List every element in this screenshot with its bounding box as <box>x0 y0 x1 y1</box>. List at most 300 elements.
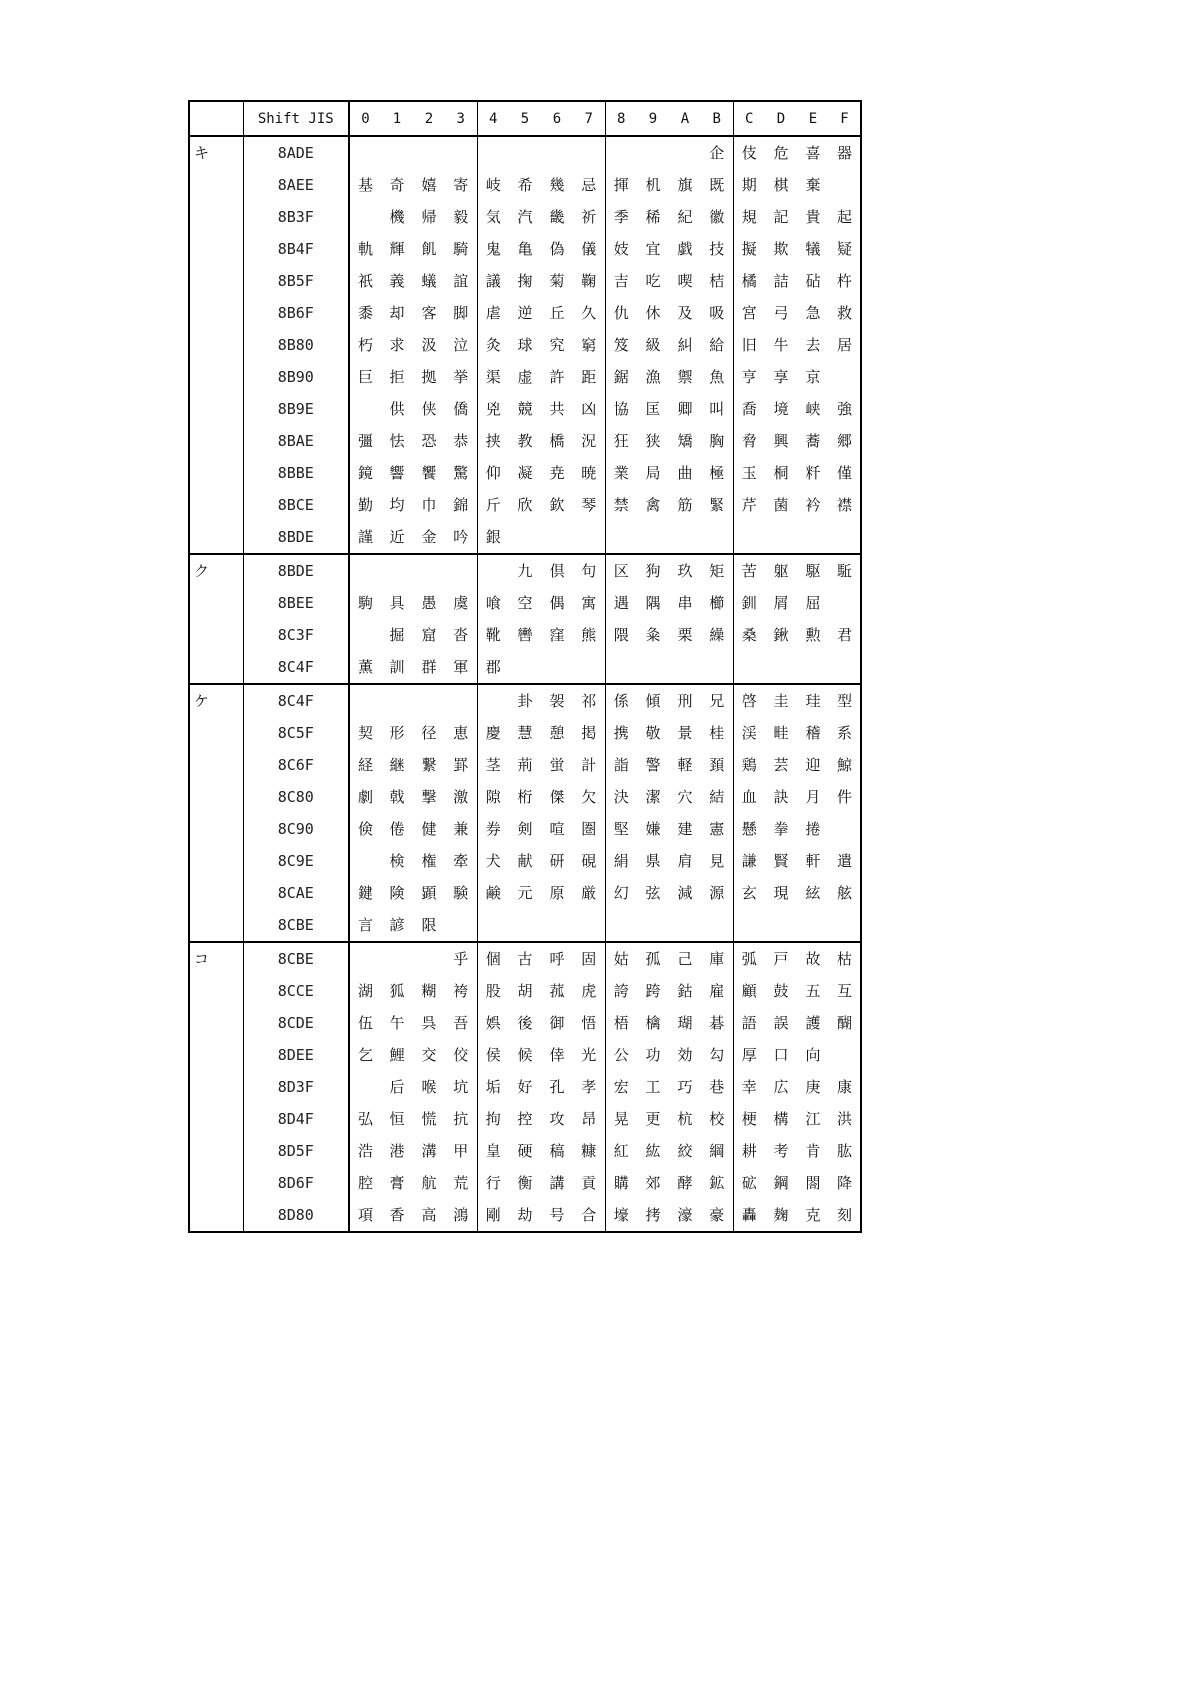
row-code: 8B9E <box>243 393 349 425</box>
kanji-cell: 許 <box>549 368 565 386</box>
kanji-cell: 規 <box>733 201 765 233</box>
kanji-cell <box>573 521 605 554</box>
kanji-cell <box>509 136 541 169</box>
kanji-cell <box>413 684 445 717</box>
kanji-cell: 脚 <box>453 304 469 322</box>
kanji-cell <box>637 136 669 169</box>
kanji-cell <box>797 651 829 684</box>
kanji-cell: 薫 <box>349 651 381 684</box>
kanji-cell: 啓 <box>733 684 765 717</box>
kanji-cell <box>605 136 637 169</box>
kanji-cell: 緊 <box>709 496 725 514</box>
kanji-cell: 空 <box>517 594 533 612</box>
kanji-cell: 串 <box>677 594 693 612</box>
kanji-cell: 局 <box>645 464 661 482</box>
kanji-cell: 激 <box>453 788 469 806</box>
kanji-cell: 凝 <box>517 464 533 482</box>
kanji-cell: 卦 <box>509 684 541 717</box>
kanji-cell <box>829 587 861 619</box>
header-column-label: 2 <box>413 101 445 136</box>
kanji-cell: 計 <box>581 756 597 774</box>
kanji-cell: 吾 <box>453 1014 469 1032</box>
kanji-cell: 恭 <box>453 432 469 450</box>
kanji-cell: 交 <box>421 1046 437 1064</box>
kanji-cell: 慌 <box>421 1110 437 1128</box>
kanji-cell: 去 <box>805 336 821 354</box>
kanji-cell: 禁 <box>605 489 637 521</box>
header-column-label: E <box>797 101 829 136</box>
row-code: 8ADE <box>243 136 349 169</box>
kanji-cell: 窪 <box>549 626 565 644</box>
kanji-cell: 沓 <box>453 626 469 644</box>
kanji-cell: 隅 <box>645 594 661 612</box>
kana-group-label: ク <box>189 554 243 684</box>
kanji-cell: 紀 <box>677 208 693 226</box>
kanji-cell <box>829 361 861 393</box>
kanji-cell: 吟 <box>453 528 469 546</box>
kanji-cell: 経 <box>349 749 381 781</box>
kanji-cell: 狐 <box>389 982 405 1000</box>
kanji-cell: 饗 <box>421 464 437 482</box>
row-code: 8CAE <box>243 877 349 909</box>
table-row <box>189 781 861 813</box>
kanji-cell: 高 <box>421 1206 437 1224</box>
kanji-cell <box>445 136 477 169</box>
kana-group-label: ケ <box>189 684 243 942</box>
kanji-cell: 犠 <box>805 240 821 258</box>
kanji-cell: 究 <box>549 336 565 354</box>
kanji-cell <box>509 521 541 554</box>
kanji-cell: 傾 <box>637 684 669 717</box>
kanji-cell: 刑 <box>669 684 701 717</box>
table-row <box>189 813 861 845</box>
kanji-cell: 券 <box>477 813 509 845</box>
kanji-cell: 具 <box>389 594 405 612</box>
kanji-cell <box>477 136 509 169</box>
kanji-cell: 戟 <box>389 788 405 806</box>
kanji-cell: 庫 <box>701 942 733 975</box>
header-column-label: B <box>701 101 733 136</box>
kanji-cell <box>381 554 413 587</box>
kanji-cell: 稽 <box>805 724 821 742</box>
kanji-cell: 宜 <box>645 240 661 258</box>
row-code: 8C9E <box>243 845 349 877</box>
kanji-cell <box>765 521 797 554</box>
kanji-cell: 期 <box>733 169 765 201</box>
kanji-cell <box>509 909 541 942</box>
kanji-cell: 橘 <box>733 265 765 297</box>
kanji-cell: 郊 <box>645 1174 661 1192</box>
kanji-cell: 隙 <box>477 781 509 813</box>
kanji-cell: 憲 <box>709 820 725 838</box>
kanji-cell: 購 <box>605 1167 637 1199</box>
table-row <box>189 717 861 749</box>
kanji-cell: 件 <box>836 788 852 806</box>
kanji-cell: 倦 <box>389 820 405 838</box>
header-column-label: D <box>765 101 797 136</box>
kanji-cell: 姑 <box>605 942 637 975</box>
kanji-cell <box>829 169 861 201</box>
kanji-cell <box>445 909 477 942</box>
kanji-cell: 肯 <box>805 1142 821 1160</box>
kanji-cell: 原 <box>549 884 565 902</box>
kanji-cell: 呼 <box>541 942 573 975</box>
kanji-cell: 汲 <box>421 336 437 354</box>
kanji-cell <box>477 909 509 942</box>
kanji-cell: 砿 <box>733 1167 765 1199</box>
row-code: 8DEE <box>243 1039 349 1071</box>
kanji-cell <box>829 1039 861 1071</box>
kanji-cell: 宏 <box>605 1071 637 1103</box>
kanji-cell: 競 <box>517 400 533 418</box>
kanji-cell: 古 <box>509 942 541 975</box>
kanji-cell: 宮 <box>733 297 765 329</box>
kanji-cell <box>445 554 477 587</box>
kanji-cell <box>381 684 413 717</box>
kanji-cell: 凶 <box>581 400 597 418</box>
kanji-cell: 戸 <box>765 942 797 975</box>
kanji-cell: 却 <box>389 304 405 322</box>
kanji-cell: 五 <box>805 982 821 1000</box>
kanji-cell <box>541 651 573 684</box>
kanji-cell: 鏡 <box>349 457 381 489</box>
kanji-cell: 紘 <box>645 1142 661 1160</box>
kanji-cell: 砧 <box>805 272 821 290</box>
kanji-cell: 硯 <box>581 852 597 870</box>
kanji-cell: 供 <box>389 400 405 418</box>
kanji-cell: 股 <box>477 975 509 1007</box>
kanji-cell: 減 <box>677 884 693 902</box>
kanji-cell: 肩 <box>677 852 693 870</box>
kanji-cell: 笈 <box>605 329 637 361</box>
header-column-label: 7 <box>573 101 605 136</box>
kanji-cell: 香 <box>389 1206 405 1224</box>
kanji-cell: 漁 <box>645 368 661 386</box>
kanji-cell: 好 <box>517 1078 533 1096</box>
kanji-cell <box>413 136 445 169</box>
kanji-cell: 欠 <box>581 788 597 806</box>
kanji-cell: 県 <box>645 852 661 870</box>
table-row <box>189 169 861 201</box>
kanji-cell: 継 <box>389 756 405 774</box>
header-code-label: Shift JIS <box>243 101 349 136</box>
kanji-cell: 呉 <box>421 1014 437 1032</box>
kanji-cell: 謹 <box>349 521 381 554</box>
kanji-cell <box>669 651 701 684</box>
kanji-cell: 軌 <box>349 233 381 265</box>
kanji-cell: 己 <box>669 942 701 975</box>
kanji-cell: 故 <box>797 942 829 975</box>
kanji-cell: 飢 <box>421 240 437 258</box>
kanji-cell: 克 <box>805 1206 821 1224</box>
kanji-cell: 結 <box>709 788 725 806</box>
kanji-cell: 遣 <box>836 852 852 870</box>
kanji-cell: 兄 <box>701 684 733 717</box>
kanji-cell: 迎 <box>805 756 821 774</box>
kanji-cell: 巧 <box>677 1078 693 1096</box>
kanji-cell: 鈷 <box>677 982 693 1000</box>
kanji-cell: 匡 <box>645 400 661 418</box>
kanji-cell: 教 <box>517 432 533 450</box>
table-row <box>189 845 861 877</box>
kanji-cell: 形 <box>389 724 405 742</box>
row-code: 8B4F <box>243 233 349 265</box>
kanji-cell: 亨 <box>733 361 765 393</box>
kanji-cell: 狂 <box>605 425 637 457</box>
kanji-cell: 枯 <box>829 942 861 975</box>
kanji-cell: 及 <box>677 304 693 322</box>
kanji-cell: 卿 <box>677 400 693 418</box>
kanji-cell: 限 <box>421 916 437 934</box>
row-code: 8C90 <box>243 813 349 845</box>
kanji-cell: 妓 <box>605 233 637 265</box>
kanji-cell: 控 <box>517 1110 533 1128</box>
kanji-cell: 桂 <box>709 724 725 742</box>
kanji-cell: 豪 <box>709 1206 725 1224</box>
kanji-cell <box>605 651 637 684</box>
kanji-cell: 畦 <box>773 724 789 742</box>
kanji-cell: 汽 <box>517 208 533 226</box>
kanji-cell: 掘 <box>389 626 405 644</box>
kanji-cell: 境 <box>773 400 789 418</box>
kanji-cell: 救 <box>836 304 852 322</box>
kanji-cell: 桐 <box>773 464 789 482</box>
kanji-cell: 窟 <box>421 626 437 644</box>
table-row <box>189 136 861 169</box>
kanji-cell: 倶 <box>541 554 573 587</box>
kanji-cell: 康 <box>836 1078 852 1096</box>
kanji-cell: 共 <box>549 400 565 418</box>
kanji-cell: 個 <box>477 942 509 975</box>
kanji-cell: 群 <box>421 658 437 676</box>
kanji-cell <box>349 619 381 651</box>
kanji-cell: 窮 <box>581 336 597 354</box>
table-row <box>189 1071 861 1103</box>
kanji-cell: 奇 <box>389 176 405 194</box>
kanji-cell: 兇 <box>477 393 509 425</box>
kanji-cell: 毅 <box>453 208 469 226</box>
kanji-cell: 剣 <box>517 820 533 838</box>
kanji-cell: 仇 <box>605 297 637 329</box>
kanji-cell: 虚 <box>517 368 533 386</box>
kanji-cell: 絃 <box>805 884 821 902</box>
kanji-cell: 腔 <box>349 1167 381 1199</box>
kanji-cell: 軽 <box>677 756 693 774</box>
table-row <box>189 265 861 297</box>
row-code: 8C3F <box>243 619 349 651</box>
header-column-label: A <box>669 101 701 136</box>
kanji-cell: 幾 <box>549 176 565 194</box>
kanji-cell: 級 <box>645 336 661 354</box>
kanji-cell: 型 <box>829 684 861 717</box>
kanji-cell: 義 <box>389 272 405 290</box>
kanji-cell: 広 <box>773 1078 789 1096</box>
kanji-cell: 溝 <box>421 1142 437 1160</box>
kanji-cell: 渠 <box>477 361 509 393</box>
kanji-cell: 狭 <box>645 432 661 450</box>
kanji-cell <box>541 136 573 169</box>
kanji-cell: 轡 <box>517 626 533 644</box>
kanji-cell <box>733 909 765 942</box>
kanji-cell: 虐 <box>477 297 509 329</box>
kanji-cell: 攻 <box>549 1110 565 1128</box>
kanji-cell: 粁 <box>805 464 821 482</box>
kanji-cell: 希 <box>517 176 533 194</box>
kanji-cell: 泣 <box>453 336 469 354</box>
kanji-cell: 起 <box>836 208 852 226</box>
kanji-cell: 伍 <box>349 1007 381 1039</box>
header-column-label: 6 <box>541 101 573 136</box>
kanji-cell: 鋸 <box>605 361 637 393</box>
kanji-cell <box>637 651 669 684</box>
kanji-cell: 厚 <box>733 1039 765 1071</box>
kanji-cell: 勲 <box>805 626 821 644</box>
kanji-cell: 雇 <box>709 982 725 1000</box>
kanji-cell: 菌 <box>773 496 789 514</box>
table-row <box>189 521 861 554</box>
header-kana-column <box>189 101 243 136</box>
kanji-cell: 向 <box>805 1046 821 1064</box>
kanji-cell: 曲 <box>677 464 693 482</box>
kanji-cell: 喜 <box>797 136 829 169</box>
table-row <box>189 749 861 781</box>
kanji-cell <box>477 554 509 587</box>
kanji-cell: 珪 <box>797 684 829 717</box>
kanji-cell: 血 <box>733 781 765 813</box>
kanji-cell: 鴻 <box>453 1206 469 1224</box>
kanji-cell: 況 <box>581 432 597 450</box>
kanji-cell: 均 <box>389 496 405 514</box>
kanji-cell: 彊 <box>349 425 381 457</box>
kanji-cell <box>413 554 445 587</box>
kanji-cell: 距 <box>581 368 597 386</box>
kanji-cell: 嬉 <box>421 176 437 194</box>
kanji-cell: 拘 <box>477 1103 509 1135</box>
kanji-cell: 諺 <box>389 916 405 934</box>
row-code: 8BDE <box>243 554 349 587</box>
kanji-cell: 菰 <box>549 982 565 1000</box>
header-column-label: 3 <box>445 101 477 136</box>
kanji-cell: 揮 <box>605 169 637 201</box>
kanji-cell: 牽 <box>453 852 469 870</box>
kanji-cell <box>797 521 829 554</box>
kanji-cell: 急 <box>805 304 821 322</box>
kanji-cell: 器 <box>829 136 861 169</box>
kanji-cell: 苦 <box>733 554 765 587</box>
kanji-cell: 伎 <box>733 136 765 169</box>
kanji-cell: 筋 <box>677 496 693 514</box>
kanji-cell: 居 <box>836 336 852 354</box>
row-code: 8B6F <box>243 297 349 329</box>
kanji-cell: 杭 <box>677 1110 693 1128</box>
kanji-cell <box>669 909 701 942</box>
kanji-cell: 誇 <box>605 975 637 1007</box>
kanji-cell <box>829 909 861 942</box>
kanji-cell: 丘 <box>549 304 565 322</box>
kanji-cell: 垢 <box>477 1071 509 1103</box>
kanji-cell: 議 <box>477 265 509 297</box>
kanji-cell: 粂 <box>645 626 661 644</box>
kanji-cell: 袈 <box>541 684 573 717</box>
kanji-cell <box>637 521 669 554</box>
kanji-cell: 旗 <box>677 176 693 194</box>
kanji-cell: 区 <box>605 554 637 587</box>
kanji-cell: 糾 <box>677 336 693 354</box>
kanji-cell: 戯 <box>677 240 693 258</box>
kanji-cell: 怯 <box>389 432 405 450</box>
kanji-cell: 堅 <box>605 813 637 845</box>
kanji-cell: 侠 <box>421 400 437 418</box>
row-code: 8C6F <box>243 749 349 781</box>
kanji-cell: 玉 <box>733 457 765 489</box>
kanji-cell <box>797 909 829 942</box>
kanji-cell: 勾 <box>709 1046 725 1064</box>
kanji-cell: 寄 <box>453 176 469 194</box>
kanji-cell: 季 <box>605 201 637 233</box>
kanji-cell: 嫌 <box>645 820 661 838</box>
kanji-cell: 契 <box>349 717 381 749</box>
kanji-cell: 玄 <box>733 877 765 909</box>
kanji-cell: 航 <box>421 1174 437 1192</box>
kanji-cell: 机 <box>645 176 661 194</box>
row-code: 8AEE <box>243 169 349 201</box>
kanji-cell: 恒 <box>389 1110 405 1128</box>
row-code: 8CBE <box>243 942 349 975</box>
table-row <box>189 1103 861 1135</box>
kanji-cell: 禦 <box>677 368 693 386</box>
table-row <box>189 201 861 233</box>
kanji-cell: 気 <box>477 201 509 233</box>
table-row <box>189 1007 861 1039</box>
kanji-cell: 菊 <box>549 272 565 290</box>
kanji-cell: 御 <box>549 1014 565 1032</box>
kanji-cell: 僅 <box>836 464 852 482</box>
kanji-cell: 徽 <box>709 208 725 226</box>
kanji-cell: 合 <box>581 1206 597 1224</box>
kanji-cell: 乞 <box>349 1039 381 1071</box>
kanji-cell: 誼 <box>453 272 469 290</box>
kanji-cell: 港 <box>389 1142 405 1160</box>
kanji-cell: 芹 <box>733 489 765 521</box>
kanji-cell: 湖 <box>349 975 381 1007</box>
kanji-cell: 久 <box>581 304 597 322</box>
kanji-cell: 弦 <box>645 884 661 902</box>
kanji-cell: 刻 <box>836 1206 852 1224</box>
kanji-cell: 鉱 <box>709 1174 725 1192</box>
kanji-cell: 朽 <box>349 329 381 361</box>
kanji-cell: 互 <box>836 982 852 1000</box>
kanji-cell: 危 <box>765 136 797 169</box>
kanji-cell: 桁 <box>517 788 533 806</box>
kanji-cell: 言 <box>349 909 381 942</box>
kanji-cell: 巷 <box>709 1078 725 1096</box>
kanji-cell: 暁 <box>581 464 597 482</box>
kanji-cell: 絞 <box>677 1142 693 1160</box>
kanji-cell <box>349 554 381 587</box>
kanji-cell <box>573 136 605 169</box>
kanji-cell <box>605 521 637 554</box>
kanji-cell: 渓 <box>733 717 765 749</box>
row-code: 8D3F <box>243 1071 349 1103</box>
kanji-cell: 祈 <box>581 208 597 226</box>
kanji-cell <box>541 909 573 942</box>
kanji-cell: 敬 <box>645 724 661 742</box>
kanji-cell: 駆 <box>797 554 829 587</box>
kanji-cell: 兼 <box>453 820 469 838</box>
kanji-cell <box>541 521 573 554</box>
kanji-cell: 棄 <box>805 176 821 194</box>
kanji-cell: 后 <box>389 1078 405 1096</box>
